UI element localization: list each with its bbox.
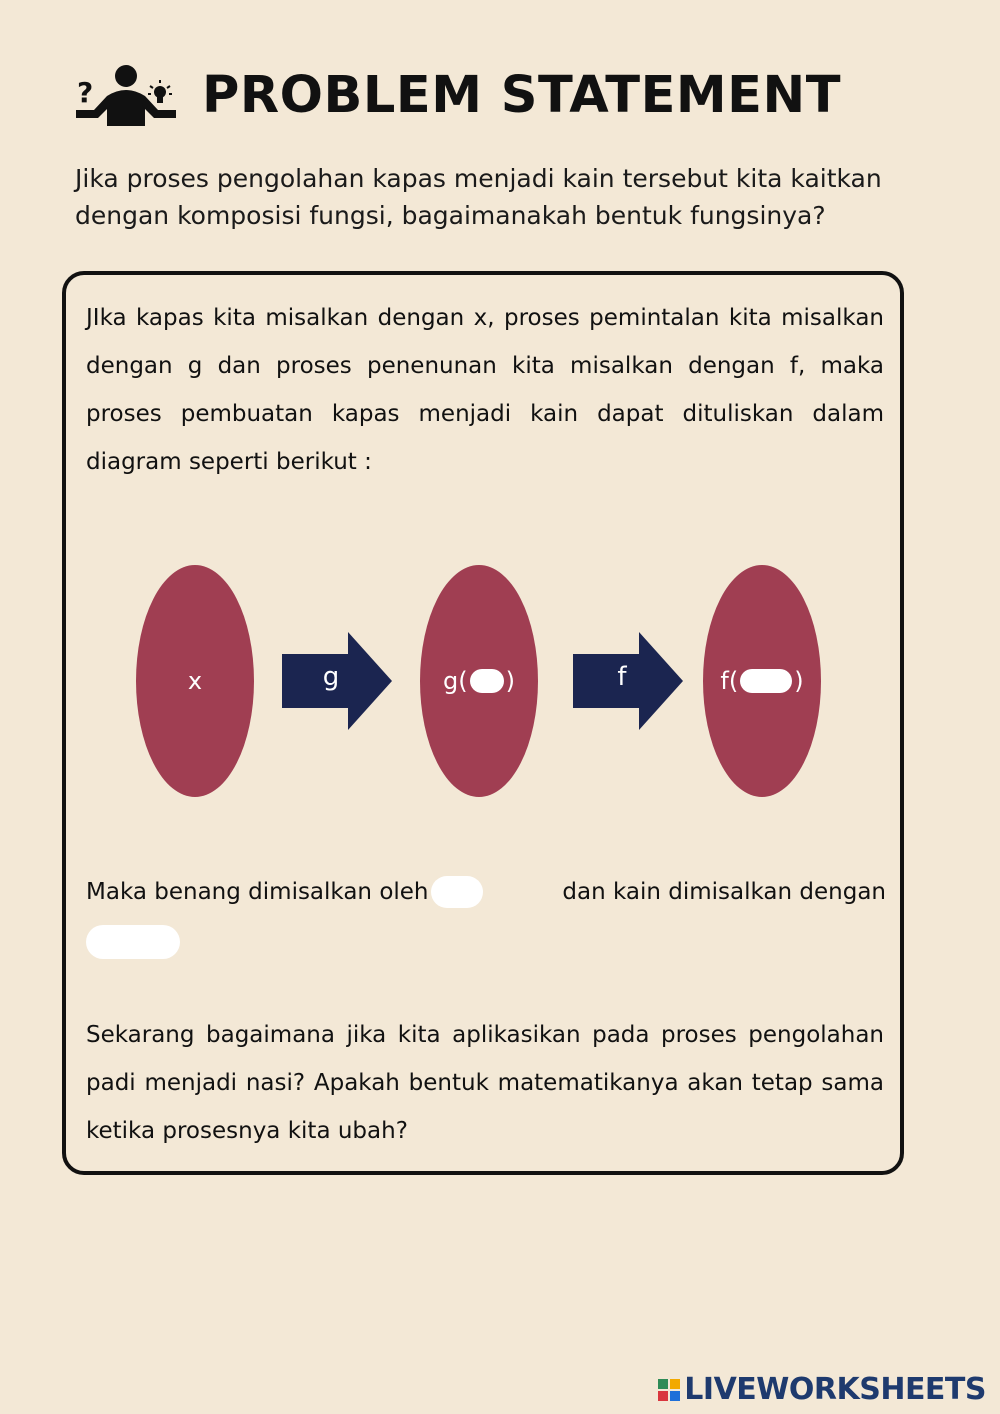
paragraph-question: Sekarang bagaimana jika kita aplikasikan pada proses pengolahan padi menjadi nasi? Apakah bentuk matematikanya akan tetap sama ketika prosesnya kita ubah? — [86, 1022, 884, 1144]
node-g-prefix: g( — [443, 667, 468, 695]
node-f-prefix: f( — [720, 667, 739, 695]
node-g-of — [420, 565, 538, 797]
arrow-g-label: g — [322, 662, 340, 692]
arrow-f-label: f — [617, 662, 627, 692]
node-x — [136, 565, 254, 797]
paragraph-conclusion — [86, 868, 886, 916]
node-x-label: x — [187, 667, 203, 695]
node-g-suffix: ) — [505, 667, 515, 695]
conclusion-text-1: Maka benang dimisalkan oleh — [86, 879, 429, 905]
paragraph-definition: JIka kapas kita misalkan dengan x, proses pemintalan kita misalkan dengan g dan proses penenunan kita misalkan dengan f, maka proses pembuatan kapas menjadi kain dapat dituliskan dalam diagram seperti berikut : — [86, 305, 884, 475]
page-title: PROBLEM STATEMENT — [202, 65, 841, 125]
answer-input-benang[interactable] — [431, 876, 483, 908]
page-header — [74, 62, 841, 128]
footer-brand — [658, 1372, 986, 1407]
node-f-suffix: ) — [794, 667, 804, 695]
answer-input-g-arg[interactable] — [470, 669, 504, 693]
thinking-person-question-idea-icon — [74, 62, 178, 128]
conclusion-text-2: dan kain dimisalkan dengan — [562, 879, 886, 905]
answer-input-kain[interactable] — [86, 925, 180, 959]
svg-text:?: ? — [77, 76, 94, 109]
intro-text: Jika proses pengolahan kapas menjadi kain tersebut kita kaitkan dengan komposisi fungsi, bagaimanakah bentuk fungsinya? — [75, 164, 882, 230]
arrow-g — [282, 632, 394, 730]
answer-input-f-arg[interactable] — [740, 669, 792, 693]
arrow-f — [573, 632, 685, 730]
liveworksheets-logo-icon — [658, 1379, 680, 1401]
node-f-of — [703, 565, 821, 797]
brand-name: LIVEWORKSHEETS — [684, 1372, 986, 1407]
